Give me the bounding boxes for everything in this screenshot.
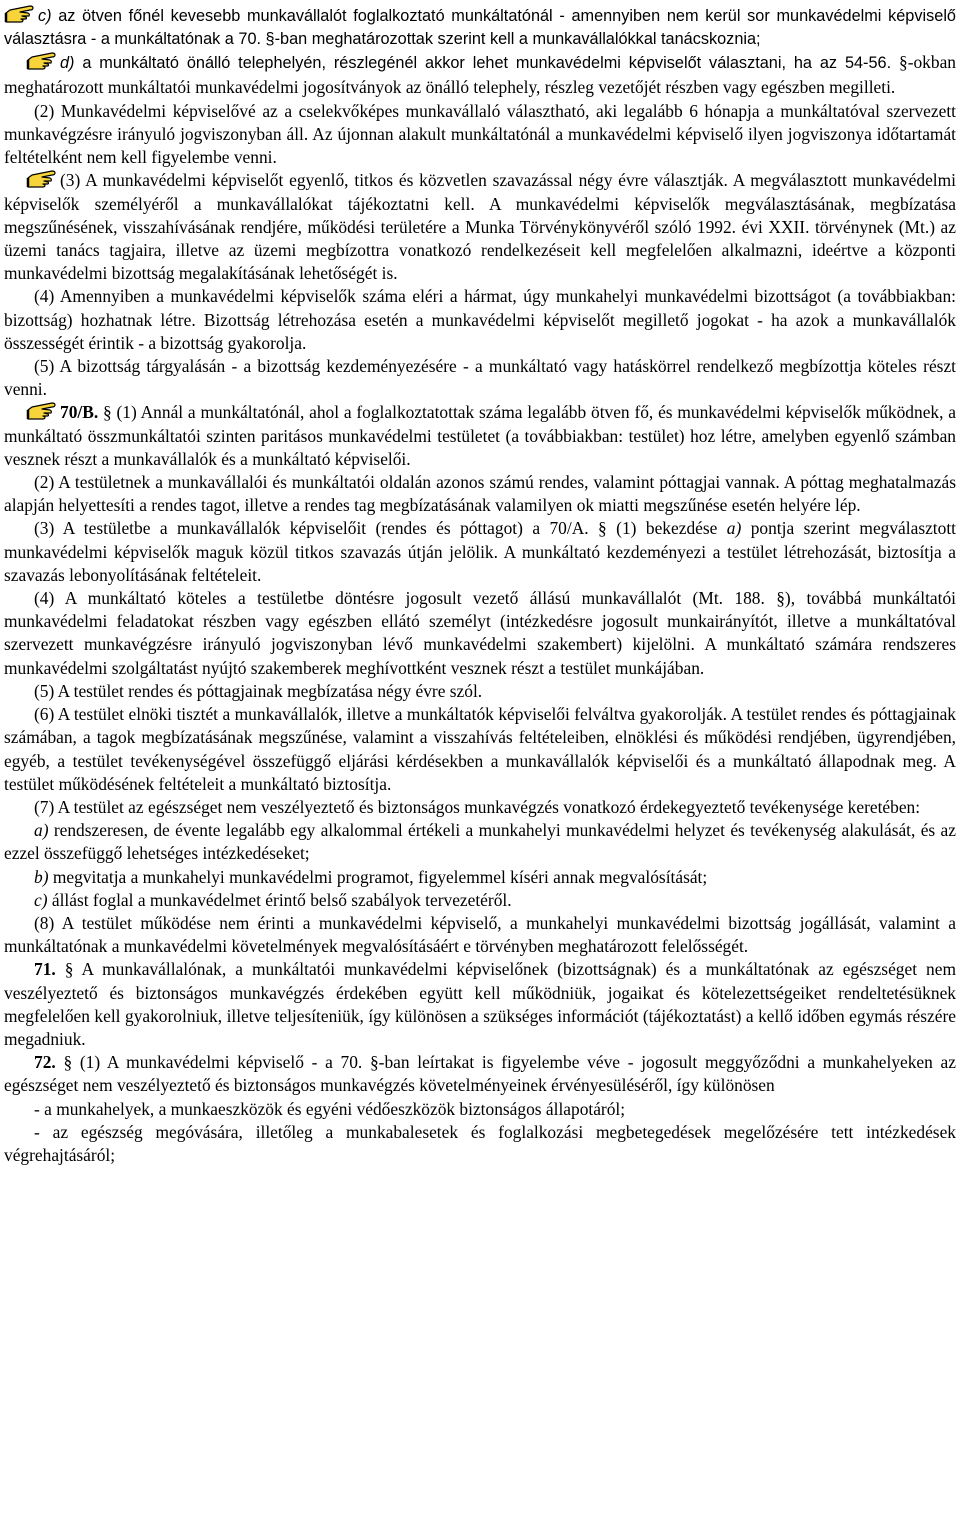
- paragraph-text: (3) A munkavédelmi képviselőt egyenlő, titkos és közvetlen szavazással négy évre választják. A megválasztott munkavédelmi képviselők személyéről a munkavállalókat tájékoztatni kell. A munkavédelmi képviselők megválasztásának, megbízatása megszűnésének, visszahívásának rendjére, működési területére a Munka Törvénykönyvéről szóló 1992. évi XXII. törvénynek (Mt.) az üzemi tanács tagjaira, illetve az üzemi megbízottra vonatkozó rendelkezéseit kell megfelelően alkalmazni, ideértve a központi munkavédelmi bizottság megalakításának lehetőségét is.: [4, 170, 956, 284]
- paragraph-5-meeting: (5) A bizottság tárgyalásán - a bizottság kezdeményezésére - a munkáltató vagy hatáskörrel rendelkező megbízottja köteles részt venni.: [4, 356, 956, 400]
- item-marker: c): [38, 7, 52, 25]
- paragraph-3-nomination: [4, 517, 956, 587]
- paragraph-4-delegation: (4) A munkáltató köteles a testületbe döntésre jogosult vezető állású munkavállalót (Mt. 188. §), továbbá munkáltatói munkavédelmi feladatokat részben vagy egészben ellátó személyt (intézkedésre jogosult munkairányítót, illetve a munkáltatóval szervezett munkavégzésre irányuló jogviszonyban lévő munkavédelmi szakembert) kijelölni. A munkáltató számára rendszeres munkavédelmi szolgáltatást nyújtó szakemberek meghívottként vesznek részt a testület munkájában.: [4, 588, 956, 678]
- item-marker: c): [34, 889, 48, 910]
- dash-item-prevention: - az egészség megóvására, illetőleg a munkabalesetek és foglalkozási megbetegedések megelőzésére tett intézkedések végrehajtásáról;: [4, 1121, 956, 1165]
- paragraph-text: a munkáltató önálló telephelyén, részlegénél akkor lehet munkavédelmi képviselőt választani, ha az 54-56.: [74, 54, 899, 73]
- paragraph-2-members: (2) A testületnek a munkavállalói és munkáltatói oldalán azonos számú rendes, valamint póttagjai vannak. A póttag meghatalmazás alapján helyettesíti a rendes tagot, illetve a rendes tag megbízatásának valamilyen ok miatti megszűnése esetén helyére lép.: [4, 472, 956, 516]
- paragraph-8-scope: (8) A testület működése nem érinti a munkavédelmi képviselő, a munkahelyi munkavédelmi bizottság jogállását, valamint a munkáltatónak a munkavédelmi követelmények megvalósításáért e törvényben meghatározott felelősségét.: [4, 912, 956, 957]
- dash-item-equipment: - a munkahelyek, a munkaeszközök és egyéni védőeszközök biztonságos állapotáról;: [34, 1098, 626, 1119]
- section-heading: 70/B.: [60, 402, 99, 423]
- pointing-hand-icon: [26, 401, 58, 421]
- paragraph-text: az ötven főnél kevesebb munkavállalót foglalkoztató munkáltatónál - amennyiben nem kerül sor munkavédelmi képviselő választásra - a munkáltatónak a 70. §-ban meghatározottak szerint kell a munkavállalókkal tanácskoznia;: [4, 7, 956, 49]
- document-page: [4, 4, 956, 1167]
- paragraph-text: (3) A testületbe a munkavállalók képviselőit (rendes és póttagot) a 70/A. § (1) bekezdése: [34, 518, 727, 539]
- pointing-hand-icon: [26, 51, 58, 71]
- paragraph-7-duties: (7) A testület az egészséget nem veszélyeztető és biztonságos munkavégzés vonatkozó érdekegyeztető tevékenysége keretében:: [34, 796, 921, 817]
- paragraph-5-term: (5) A testület rendes és póttagjainak megbízatása négy évre szól.: [34, 680, 483, 701]
- paragraph-4-committee: (4) Amennyiben a munkavédelmi képviselők száma eléri a hármat, úgy munkahelyi munkavédelmi bizottságot (a továbbiakban: bizottság) hozhatnak létre. Bizottság létrehozása esetén a munkavédelmi képviselőt megillető jogokat - ha azok a munkavállalók összességét érintik - a bizottság gyakorolja.: [4, 286, 956, 353]
- section-70b: [4, 401, 956, 471]
- list-item-a: [4, 819, 956, 865]
- pointing-hand-icon: [4, 4, 36, 24]
- item-marker: d): [60, 54, 75, 73]
- paragraph-text: pontja szerint megválasztott munkavédelmi képviselők maguk közül titkos szavazás útján jelölik. A munkáltató kezdeményezi a testület létrehozását, biztosítja a szavazás lebonyolításának feltételeit.: [4, 518, 956, 585]
- section-heading: 71.: [34, 959, 56, 980]
- paragraph-3-election: [4, 169, 956, 285]
- paragraph-text: megvitatja a munkahelyi munkavédelmi programot, figyelemmel kíséri annak megvalósítását;: [48, 866, 708, 887]
- paragraph-text: rendszeresen, de évente legalább egy alkalommal értékeli a munkahelyi munkavédelmi helyzet és tevékenység alakulását, és az ezzel összefüggő lehetséges intézkedéseket;: [4, 820, 956, 864]
- paragraph-text: állást foglal a munkavédelmet érintő belső szabályok tervezetéről.: [47, 889, 512, 910]
- section-heading: 72.: [34, 1052, 56, 1073]
- item-marker: a): [34, 820, 49, 841]
- paragraph-d-site: [4, 51, 956, 99]
- list-item-c: [4, 889, 956, 912]
- paragraph-2-eligibility: (2) Munkavédelmi képviselővé az a cselekvőképes munkavállaló választható, aki legalább 6 hónapja a munkáltatóval szervezett munkavégzésre irányuló jogviszonyban áll. Az újonnan alakult munkáltatónál a munkavédelmi képviselő ilyen jogviszonya időtartamát feltételként nem kell figyelembe venni.: [4, 100, 956, 168]
- paragraph-c-consultation: [4, 4, 956, 51]
- item-marker: a): [726, 518, 742, 539]
- paragraph-6-chair: (6) A testület elnöki tisztét a munkavállalók, illetve a munkáltatók képviselői felváltva gyakorolják. A testület rendes és póttagjainak számában, a tagok megbízatásának megszűnése, valamint a visszahívás feltételeiben, elnöklési és működési rendjében, ügyrendjében, egyéb, a testület tevékenységével összefüggő eljárási kérdésekben a munkavállalók képviselői és a munkáltató állapodnak meg. A testület működésének feltételeit a munkáltató biztosítja.: [4, 704, 956, 794]
- paragraph-text: § (1) A munkavédelmi képviselő - a 70. §-ban leírtakat is figyelembe véve - jogosult meggyőződni a munkahelyeken az egészséget nem veszélyeztető és biztonságos munkavégzés követelményeinek érvényesüléséről, így különösen: [4, 1052, 956, 1096]
- list-item-b: [4, 866, 956, 889]
- section-71: [4, 958, 956, 1051]
- section-72: [4, 1051, 956, 1097]
- pointing-hand-icon: [26, 169, 58, 189]
- paragraph-text: § A munkavállalónak, a munkáltatói munkavédelmi képviselőnek (bizottságnak) és a munkáltatónak az egészséget nem veszélyeztető és biztonságos munkavégzés érdekében együtt kell működniük, jogaikat és kötelezettségeiket rendeltetésüknek megfelelően kell gyakorolniuk, illetve teljesíteniük, így különösen a szükséges információt (tájékoztatást) a kellő időben egymás részére megadniuk.: [4, 959, 956, 1049]
- item-marker: b): [34, 866, 49, 887]
- paragraph-text: §-okban meghatározott munkáltatói munkavédelmi jogosítványok az önálló telephely, részleg vezetőjét részben vagy egészben megilleti.: [4, 52, 956, 97]
- paragraph-text: § (1) Annál a munkáltatónál, ahol a foglalkoztatottak száma legalább ötven fő, és munkavédelmi képviselők működnek, a munkáltató összmunkáltatói szinten paritásos munkavédelmi testületet (a továbbiakban: testület) hoz létre, amelyben egyenlő számban vesznek részt a munkavállalók és a munkáltató képviselői.: [4, 402, 956, 469]
